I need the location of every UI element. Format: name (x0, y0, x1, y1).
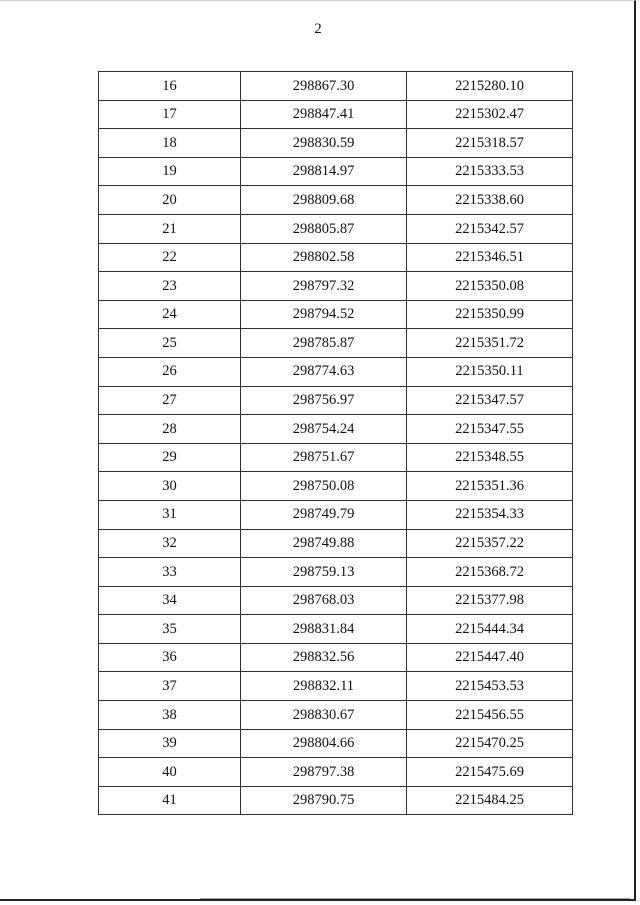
table-row (99, 357, 573, 386)
point-number-cell: 32 (99, 529, 241, 558)
table-row (99, 586, 573, 615)
point-number-cell: 16 (99, 72, 241, 101)
table-row (99, 443, 573, 472)
y-coordinate-cell: 2215453.53 (407, 672, 573, 701)
x-coordinate-cell: 298831.84 (241, 615, 407, 644)
table-row (99, 100, 573, 129)
point-number-cell: 27 (99, 386, 241, 415)
y-coordinate-cell: 2215348.55 (407, 443, 573, 472)
point-number-cell: 18 (99, 129, 241, 158)
point-number-cell: 31 (99, 500, 241, 529)
table-row (99, 786, 573, 815)
table-row (99, 243, 573, 272)
y-coordinate-cell: 2215484.25 (407, 786, 573, 815)
x-coordinate-cell: 298832.56 (241, 643, 407, 672)
x-coordinate-cell: 298832.11 (241, 672, 407, 701)
point-number-cell: 26 (99, 357, 241, 386)
table-row (99, 500, 573, 529)
x-coordinate-cell: 298804.66 (241, 729, 407, 758)
point-number-cell: 22 (99, 243, 241, 272)
point-number-cell: 17 (99, 100, 241, 129)
x-coordinate-cell: 298794.52 (241, 300, 407, 329)
x-coordinate-cell: 298759.13 (241, 558, 407, 587)
point-number-cell: 25 (99, 329, 241, 358)
table-row (99, 129, 573, 158)
table-row (99, 186, 573, 215)
y-coordinate-cell: 2215350.08 (407, 272, 573, 301)
y-coordinate-cell: 2215470.25 (407, 729, 573, 758)
table-row (99, 672, 573, 701)
table-row (99, 643, 573, 672)
y-coordinate-cell: 2215351.36 (407, 472, 573, 501)
y-coordinate-cell: 2215357.22 (407, 529, 573, 558)
y-coordinate-cell: 2215350.99 (407, 300, 573, 329)
point-number-cell: 21 (99, 214, 241, 243)
y-coordinate-cell: 2215475.69 (407, 758, 573, 787)
table-row (99, 415, 573, 444)
point-number-cell: 29 (99, 443, 241, 472)
y-coordinate-cell: 2215338.60 (407, 186, 573, 215)
x-coordinate-cell: 298790.75 (241, 786, 407, 815)
x-coordinate-cell: 298805.87 (241, 214, 407, 243)
point-number-cell: 19 (99, 157, 241, 186)
table-row (99, 214, 573, 243)
x-coordinate-cell: 298774.63 (241, 357, 407, 386)
scan-edge-line (200, 898, 630, 899)
y-coordinate-cell: 2215350.11 (407, 357, 573, 386)
table-row (99, 386, 573, 415)
table-row (99, 701, 573, 730)
x-coordinate-cell: 298785.87 (241, 329, 407, 358)
x-coordinate-cell: 298749.79 (241, 500, 407, 529)
point-number-cell: 41 (99, 786, 241, 815)
point-number-cell: 20 (99, 186, 241, 215)
y-coordinate-cell: 2215354.33 (407, 500, 573, 529)
y-coordinate-cell: 2215351.72 (407, 329, 573, 358)
y-coordinate-cell: 2215333.53 (407, 157, 573, 186)
point-number-cell: 40 (99, 758, 241, 787)
point-number-cell: 38 (99, 701, 241, 730)
table-row (99, 615, 573, 644)
x-coordinate-cell: 298768.03 (241, 586, 407, 615)
y-coordinate-cell: 2215368.72 (407, 558, 573, 587)
table-row (99, 157, 573, 186)
table-row (99, 758, 573, 787)
x-coordinate-cell: 298830.67 (241, 701, 407, 730)
point-number-cell: 28 (99, 415, 241, 444)
table-row (99, 729, 573, 758)
point-number-cell: 34 (99, 586, 241, 615)
x-coordinate-cell: 298754.24 (241, 415, 407, 444)
table-row (99, 72, 573, 101)
coordinates-table-body (99, 72, 573, 815)
y-coordinate-cell: 2215280.10 (407, 72, 573, 101)
point-number-cell: 36 (99, 643, 241, 672)
x-coordinate-cell: 298847.41 (241, 100, 407, 129)
point-number-cell: 23 (99, 272, 241, 301)
x-coordinate-cell: 298867.30 (241, 72, 407, 101)
table-row (99, 472, 573, 501)
table-row (99, 272, 573, 301)
x-coordinate-cell: 298750.08 (241, 472, 407, 501)
table-row (99, 300, 573, 329)
coordinates-table (98, 71, 573, 815)
table-row (99, 329, 573, 358)
page-number: 2 (314, 21, 322, 37)
x-coordinate-cell: 298814.97 (241, 157, 407, 186)
x-coordinate-cell: 298830.59 (241, 129, 407, 158)
x-coordinate-cell: 298751.67 (241, 443, 407, 472)
x-coordinate-cell: 298749.88 (241, 529, 407, 558)
x-coordinate-cell: 298797.32 (241, 272, 407, 301)
point-number-cell: 33 (99, 558, 241, 587)
y-coordinate-cell: 2215456.55 (407, 701, 573, 730)
x-coordinate-cell: 298809.68 (241, 186, 407, 215)
x-coordinate-cell: 298802.58 (241, 243, 407, 272)
point-number-cell: 39 (99, 729, 241, 758)
y-coordinate-cell: 2215377.98 (407, 586, 573, 615)
y-coordinate-cell: 2215342.57 (407, 214, 573, 243)
y-coordinate-cell: 2215444.34 (407, 615, 573, 644)
y-coordinate-cell: 2215347.57 (407, 386, 573, 415)
table-row (99, 529, 573, 558)
table-row (99, 558, 573, 587)
y-coordinate-cell: 2215447.40 (407, 643, 573, 672)
point-number-cell: 24 (99, 300, 241, 329)
y-coordinate-cell: 2215302.47 (407, 100, 573, 129)
point-number-cell: 37 (99, 672, 241, 701)
point-number-cell: 30 (99, 472, 241, 501)
point-number-cell: 35 (99, 615, 241, 644)
y-coordinate-cell: 2215318.57 (407, 129, 573, 158)
y-coordinate-cell: 2215346.51 (407, 243, 573, 272)
y-coordinate-cell: 2215347.55 (407, 415, 573, 444)
x-coordinate-cell: 298797.38 (241, 758, 407, 787)
x-coordinate-cell: 298756.97 (241, 386, 407, 415)
